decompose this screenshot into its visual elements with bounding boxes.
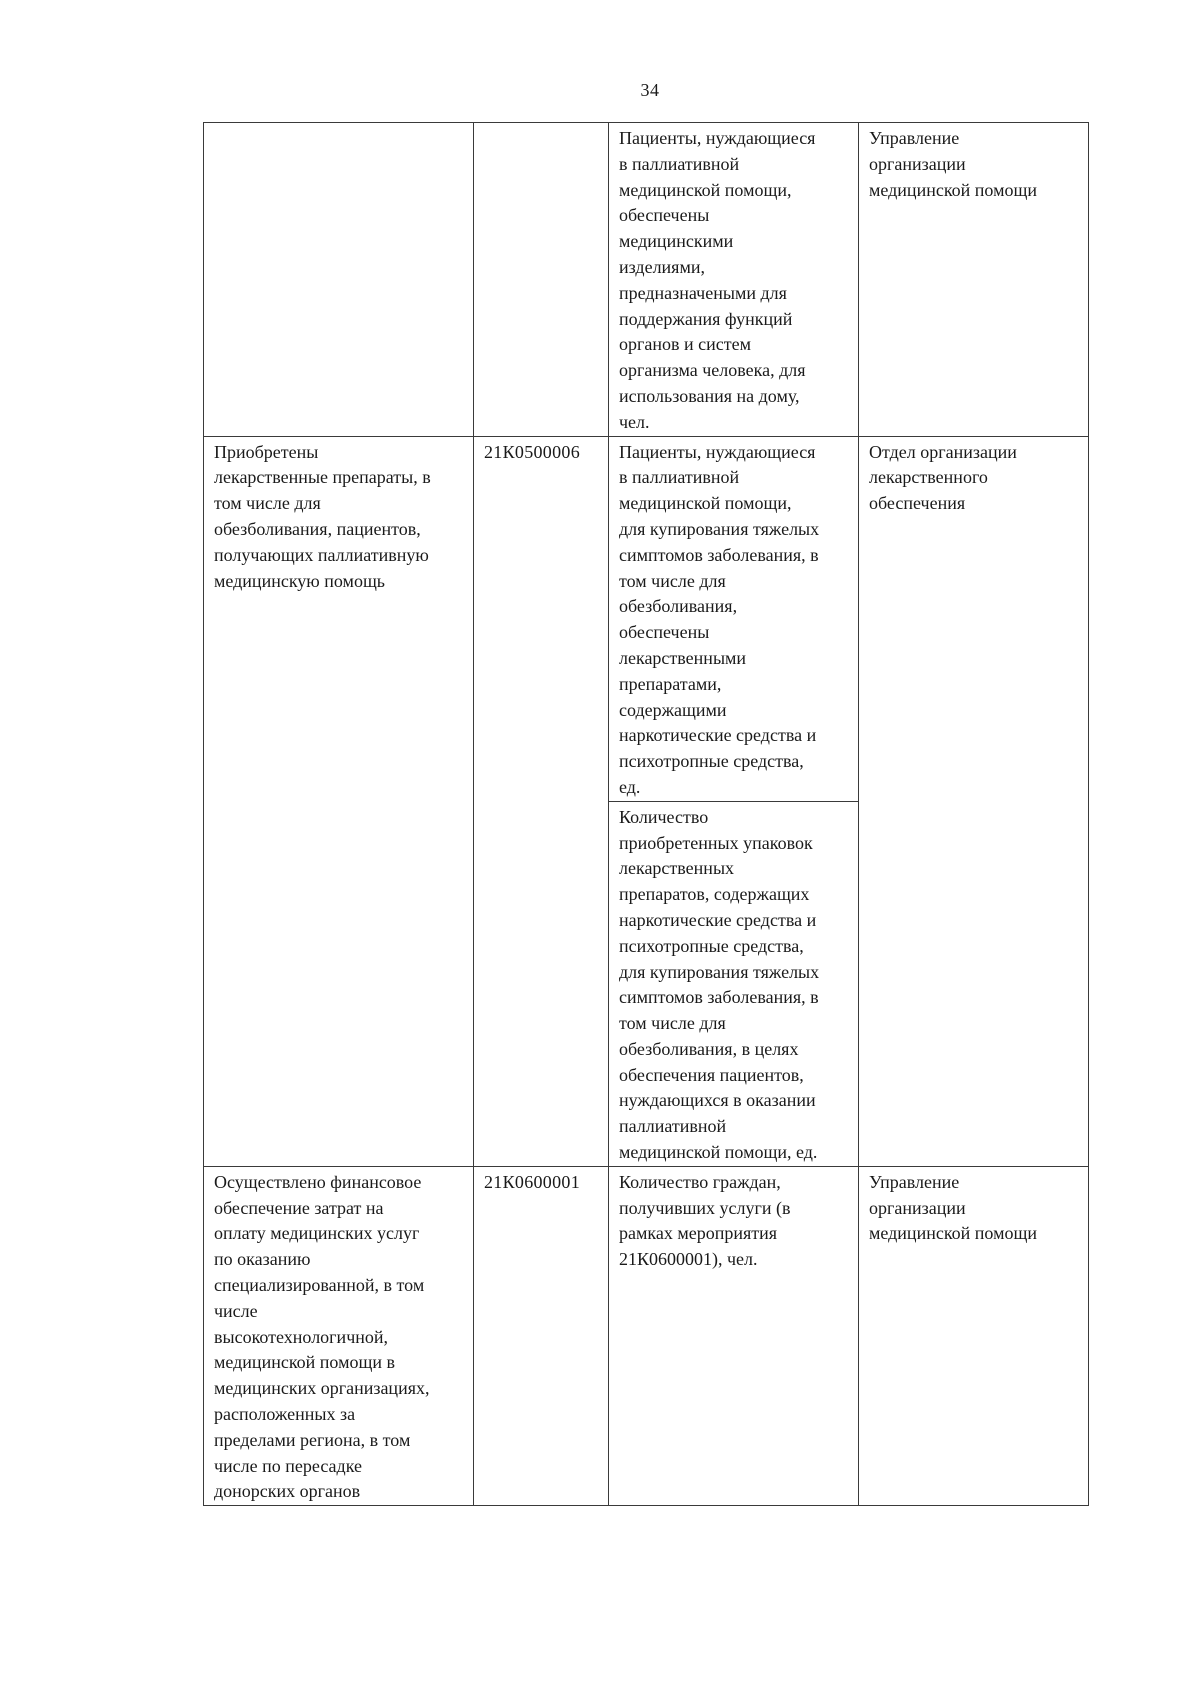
indicator-text: Количество приобретенных упаковок лекарственных препаратов, содержащих наркотические средства и психотропные средства, для купирования тяжелых симптомов заболевания, в том числе для обезболивания, в целях обеспечения пациентов, нуждающихся в оказании паллиативной медицинской помощи, ед.: [619, 806, 820, 1163]
indicator-cell: [609, 1166, 859, 1505]
indicator-text: Пациенты, нуждающиеся в паллиативной медицинской помощи, обеспечены медицинскими изделиями, предназначеными для поддержания функций органов и систем организма человека, для использования на дому, чел.: [619, 128, 816, 432]
code-cell: [474, 436, 609, 1166]
measure-cell: [204, 1166, 474, 1505]
table-row: [204, 123, 1089, 437]
responsible-cell: [859, 1166, 1089, 1505]
code-cell: [474, 123, 609, 437]
measure-text: Приобретены лекарственные препараты, в том числе для обезболивания, пациентов, получающих паллиативную медицинскую помощь: [214, 441, 431, 591]
measure-code: 21К0500006: [484, 441, 581, 462]
indicator-text: Пациенты, нуждающиеся в паллиативной медицинской помощи, для купирования тяжелых симптомов заболевания, в том числе для обезболивания, обеспечены лекарственными препаратами, содержащими наркотические средства и психотропные средства, ед.: [619, 441, 820, 797]
indicator-text: Количество граждан, получивших услуги (в рамках мероприятия 21К0600001), чел.: [619, 1171, 791, 1270]
responsible-text: Управление организации медицинской помощи: [869, 128, 1037, 200]
code-cell: [474, 1166, 609, 1505]
indicator-cell: [609, 436, 859, 801]
indicator-cell: [609, 801, 859, 1166]
responsible-cell: [859, 436, 1089, 1166]
responsible-text: Управление организации медицинской помощи: [869, 1171, 1037, 1244]
page-number: 34: [640, 80, 660, 100]
table-row: [204, 1166, 1089, 1505]
table-row: [204, 436, 1089, 801]
measure-text: Осуществлено финансовое обеспечение затрат на оплату медицинских услуг по оказанию специализированной, в том числе высокотехнологичной, медицинской помощи в медицинских организациях, расположенных за пределами региона, в том числе по пересадке донорских органов: [214, 1171, 430, 1502]
responsible-cell: [859, 123, 1089, 437]
measures-table: [203, 122, 1089, 1506]
responsible-text: Отдел организации лекарственного обеспечения: [869, 441, 1017, 514]
indicator-cell: [609, 123, 859, 437]
measure-cell: [204, 123, 474, 437]
measure-cell: [204, 436, 474, 1166]
measure-code: 21К0600001: [484, 1171, 581, 1192]
